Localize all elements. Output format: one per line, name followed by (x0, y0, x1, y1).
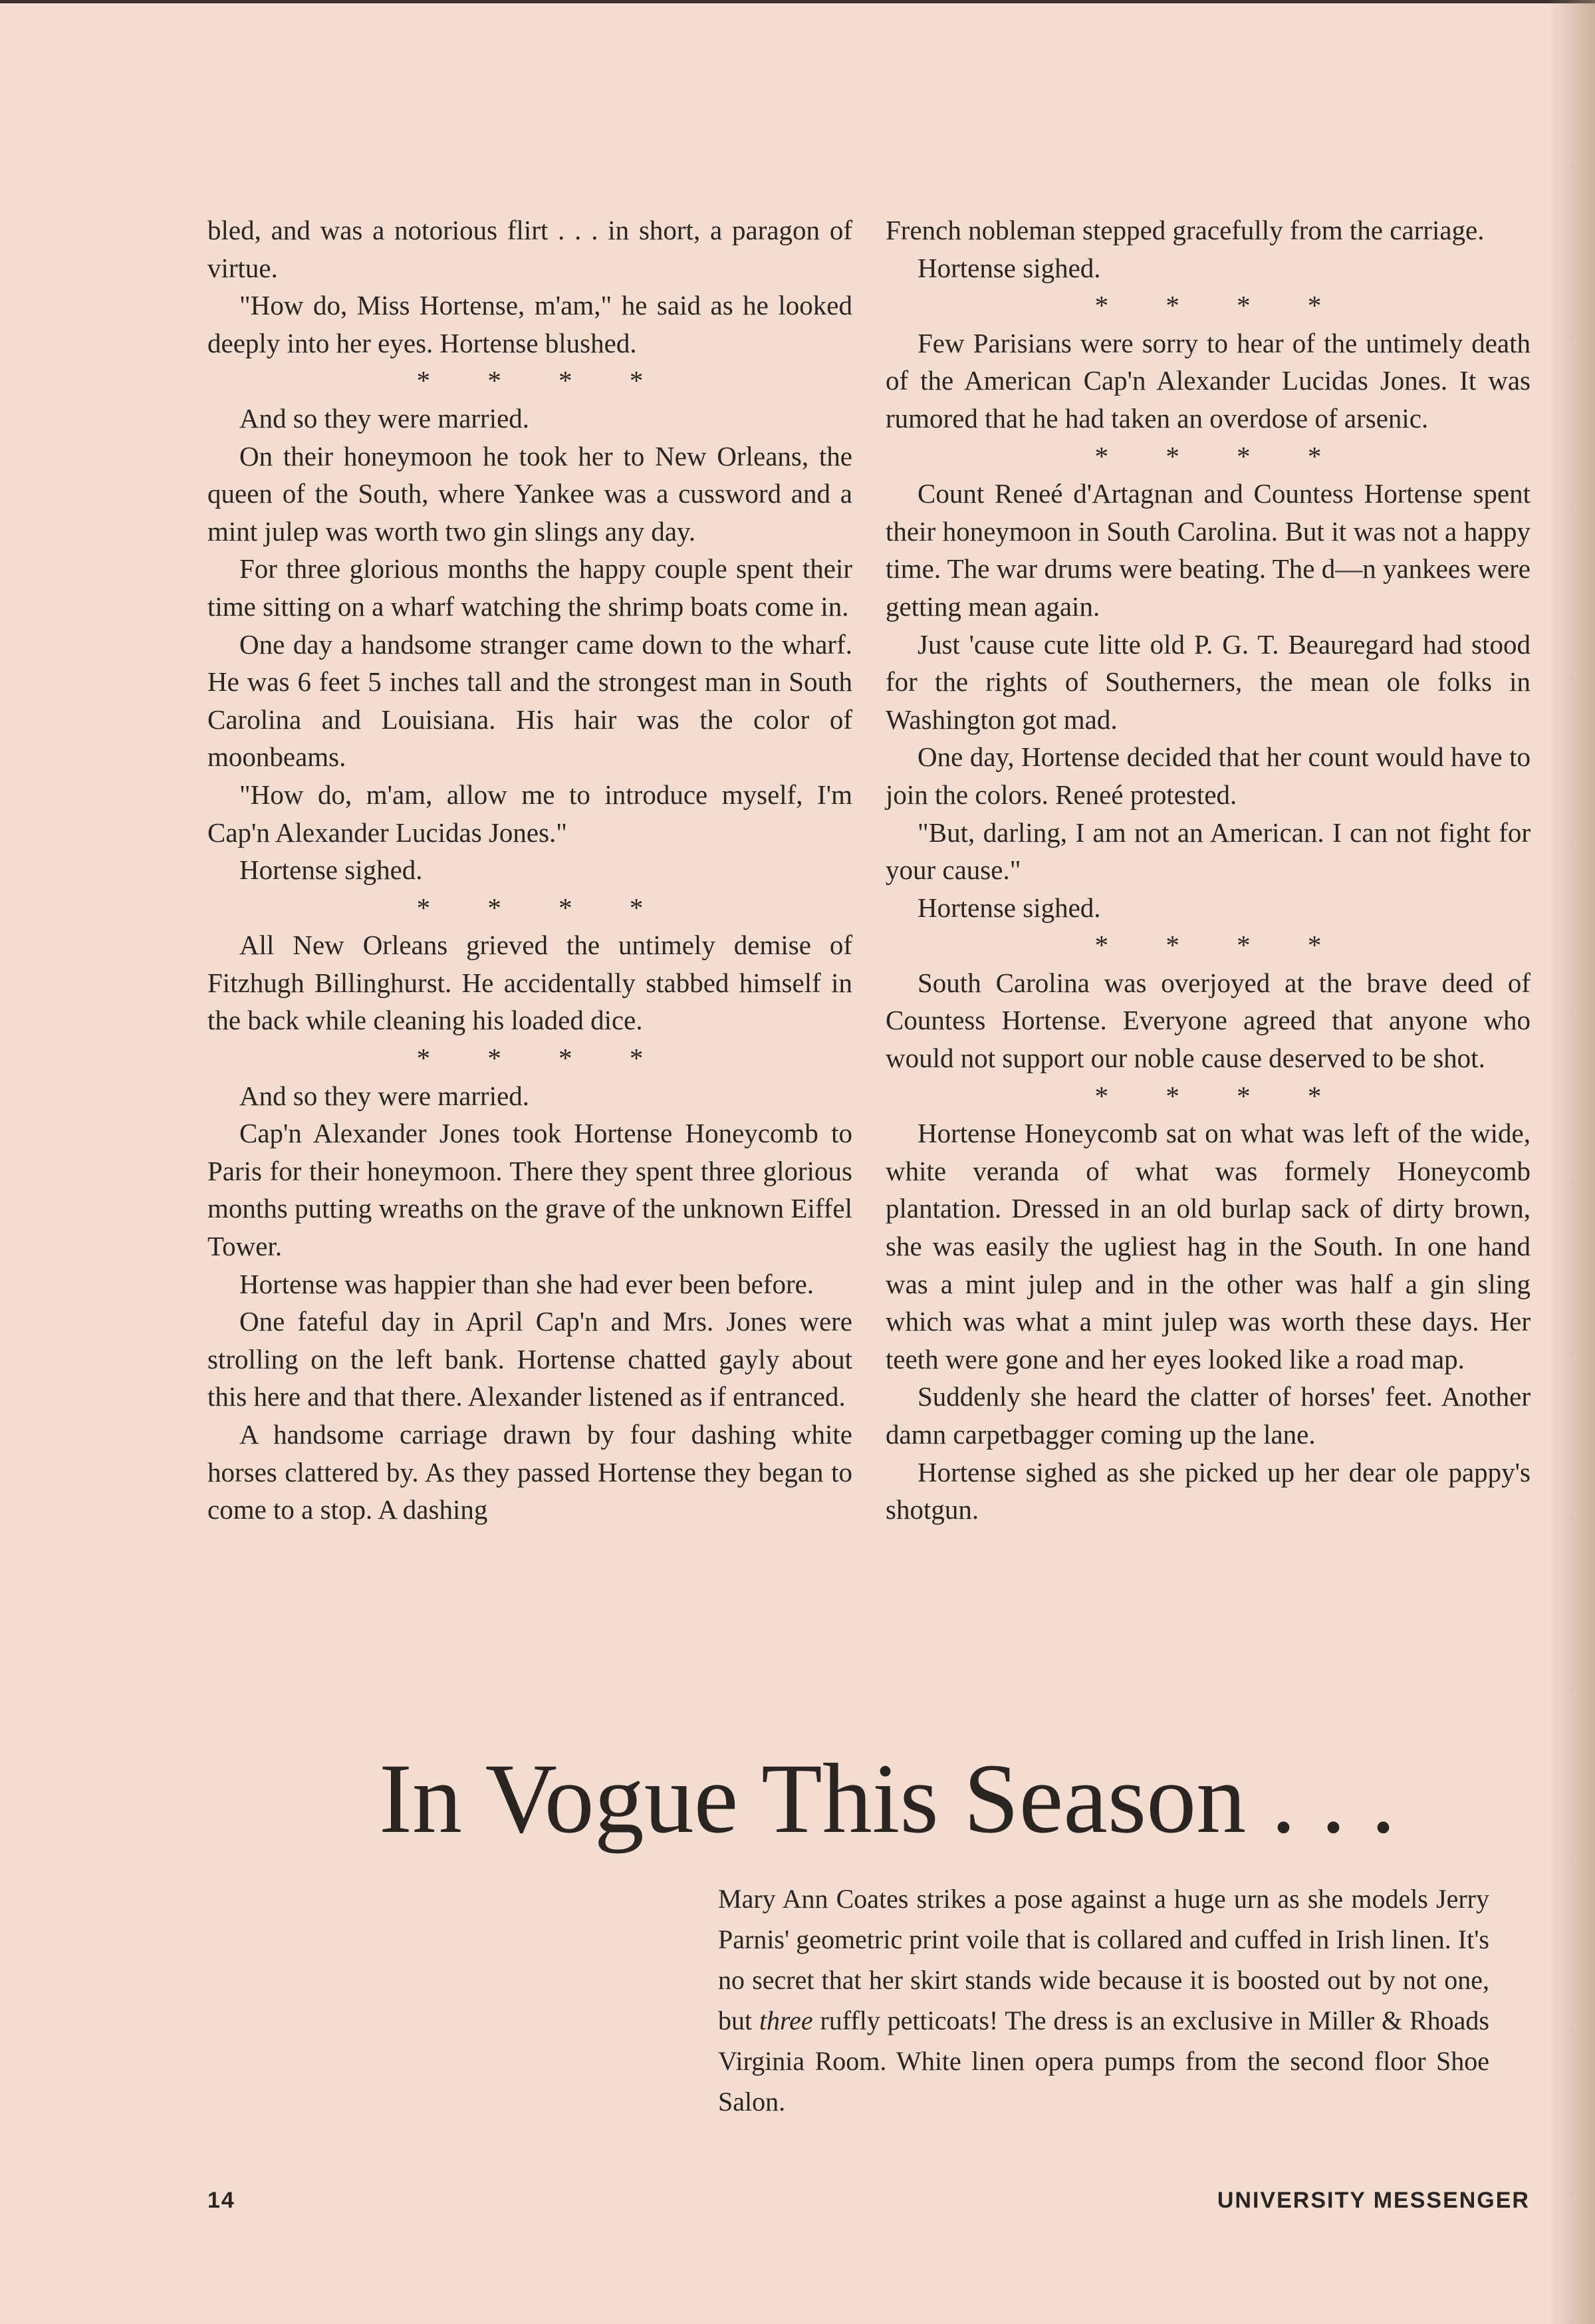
left-text-column (207, 211, 852, 1529)
story-paragraph: "How do, Miss Hortense, m'am," he said as he looked deeply into her eyes. Hortense blushed. (207, 290, 852, 358)
section-break-stars: * * * * (416, 365, 669, 396)
story-paragraph: One fateful day in April Cap'n and Mrs. Jones were strolling on the left bank. Hortense chatted gayly about this here and that there. Alexander listened as if entranced. (207, 1306, 852, 1412)
section-break-stars: * * * * (416, 892, 669, 923)
story-paragraph: On their honeymoon he took her to New Orleans, the queen of the South, where Yankee was a cussword and a mint julep was worth two gin slings any day. (207, 440, 852, 547)
feature-caption (718, 1878, 1489, 2122)
story-paragraph: bled, and was a notorious flirt . . . in short, a paragon of virtue. (207, 215, 852, 283)
story-paragraph: Hortense was happier than she had ever been before. (239, 1268, 814, 1299)
story-paragraph: Just 'cause cute litte old P. G. T. Beauregard had stood for the rights of Southerners, the mean ole folks in Washington got mad. (886, 628, 1531, 735)
section-break-stars: * * * * (416, 1043, 669, 1074)
caption-text-end: ruffly petticoats! The dress is an exclusive in Miller & Rhoads Virginia Room. White linen opera pumps from the second floor Shoe Salon. (718, 2005, 1489, 2117)
right-text-column (886, 211, 1531, 1529)
story-paragraph: Hortense sighed. (918, 892, 1101, 923)
top-edge-line (0, 0, 1595, 3)
story-paragraph: One day a handsome stranger came down to the wharf. He was 6 feet 5 inches tall and the strongest man in South Carolina and Louisiana. His hair was the color of moonbeams. (207, 628, 852, 773)
story-paragraph: Hortense Honeycomb sat on what was left of the wide, white veranda of what was formely Honeycomb plantation. Dressed in an old burlap sack of dirty brown, she was easily the ugliest hag in the South. In one hand was a mint julep and in the other was half a gin sling which was what a mint julep was worth these days. Her teeth were gone and her eyes looked like a road map. (886, 1118, 1531, 1374)
section-break-stars: * * * * (1094, 930, 1347, 961)
binding-shadow (1548, 0, 1595, 2324)
section-break-stars: * * * * (1094, 290, 1347, 321)
caption-text-start: Mary Ann Coates strikes a pose against a huge urn as she models Jerry Parnis' geometric print voile that is collared and cuffed in Irish linen. It's no secret that her skirt stands wide because it is boosted out by not one, but (718, 1884, 1489, 2035)
page-number: 14 (207, 2188, 235, 2213)
story-paragraph: Cap'n Alexander Jones took Hortense Honeycomb to Paris for their honeymoon. There they spent three glorious months putting wreaths on the grave of the unknown Eiffel Tower. (207, 1118, 852, 1262)
publication-title: UNIVERSITY MESSENGER (1217, 2188, 1530, 2213)
section-break-stars: * * * * (1094, 1080, 1347, 1111)
story-paragraph: Hortense sighed as she picked up her dear ole pappy's shotgun. (886, 1456, 1531, 1525)
story-paragraph: French nobleman stepped gracefully from the carriage. (886, 215, 1485, 245)
caption-emphasis: three (759, 2005, 813, 2035)
story-paragraph: And so they were married. (239, 402, 530, 434)
story-paragraph: All New Orleans grieved the untimely demise of Fitzhugh Billinghurst. He accidentally stabbed himself in the back while cleaning his loaded dice. (207, 930, 852, 1036)
story-paragraph: Few Parisians were sorry to hear of the untimely death of the American Cap'n Alexander Lucidas Jones. It was rumored that he had taken an overdose of arsenic. (886, 327, 1531, 434)
story-paragraph: "How do, m'am, allow me to introduce myself, I'm Cap'n Alexander Lucidas Jones." (207, 779, 852, 848)
story-paragraph: Suddenly she heard the clatter of horses' feet. Another damn carpetbagger coming up the lane. (886, 1381, 1531, 1450)
story-paragraph: "But, darling, I am not an American. I can not fight for your cause." (886, 817, 1531, 886)
caption-paragraph (718, 1878, 1489, 2122)
story-paragraph: South Carolina was overjoyed at the brave deed of Countess Hortense. Everyone agreed that anyone who would not support our noble cause deserved to be shot. (886, 967, 1531, 1074)
feature-heading: In Vogue This Season . . . (379, 1743, 1396, 1854)
story-paragraph: One day, Hortense decided that her count would have to join the colors. Reneé protested. (886, 741, 1531, 810)
section-break-stars: * * * * (1094, 440, 1347, 471)
story-paragraph: And so they were married. (239, 1080, 530, 1111)
story-paragraph: For three glorious months the happy couple spent their time sitting on a wharf watching the shrimp boats come in. (207, 553, 852, 622)
story-paragraph: A handsome carriage drawn by four dashing white horses clattered by. As they passed Hortense they began to come to a stop. A dashing (207, 1419, 852, 1525)
story-paragraph: Count Reneé d'Artagnan and Countess Hortense spent their honeymoon in South Carolina. But it was not a happy time. The war drums were beating. The d—n yankees were getting mean again. (886, 478, 1531, 622)
story-paragraph: Hortense sighed. (239, 854, 423, 886)
story-paragraph: Hortense sighed. (918, 252, 1101, 283)
